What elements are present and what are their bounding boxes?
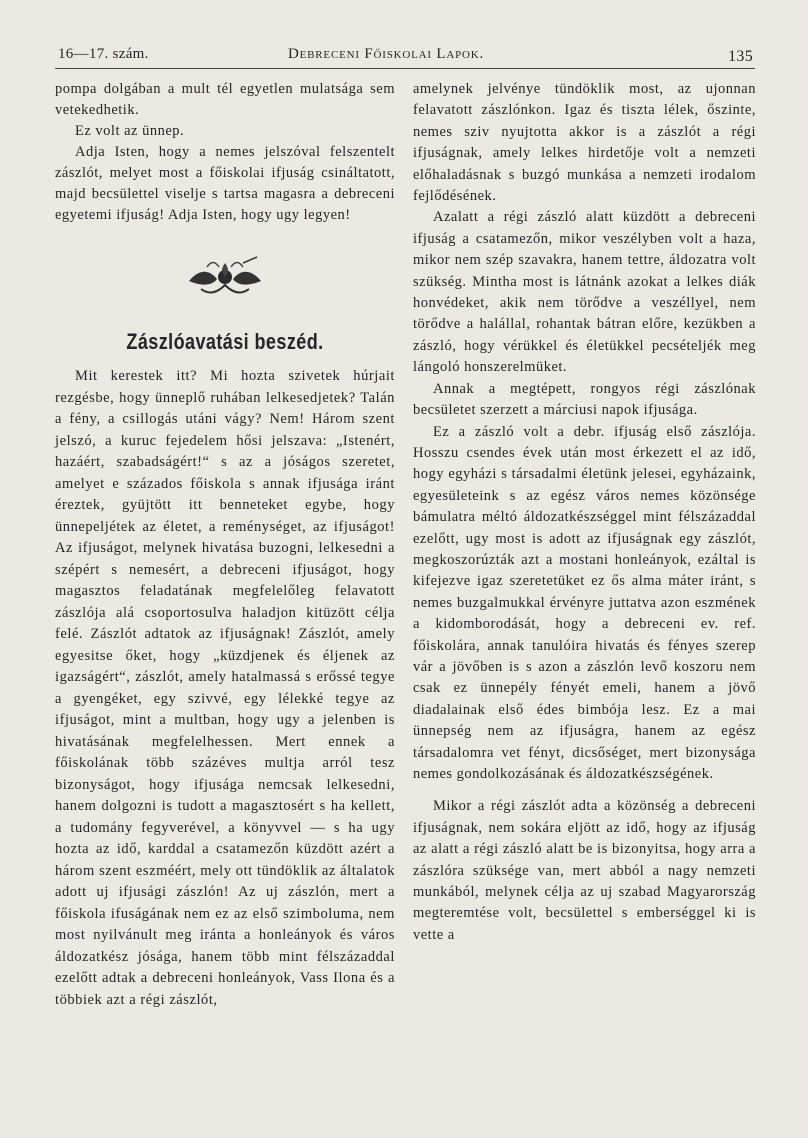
issue-number: 16—17. szám. [58, 46, 149, 62]
paragraph: Ez volt az ünnep. [75, 123, 185, 139]
page-number: 135 [728, 48, 753, 65]
paragraph: amelynek jelvénye tündöklik most, az ujonnan felavatott zászlónkon. Igaz és tiszta lélek, őszinte, nemes sziv nyujtotta akkor is a zászlót a régi ifjuságnak, amely lelkes hirdetője volt a nemzeti előhaladásnak s buzgó munkása a nemzeti irodalom fejlődésének. [413, 81, 756, 205]
left-column-speech [55, 366, 395, 1011]
paragraph: Mikor a régi zászlót adta a közönség a debreceni ifjuságnak, nem sokára eljött az idő, hogy az ifjuság az alatt a régi zászló alatt be is bizonyitsa, hogy arra a zászlóra szüksége van, mert abból a nagy nemzeti munkából, melynek célja az uj szabad Magyarország megteremtése volt, becsülettel s emberséggel ki is vette a [413, 798, 756, 943]
right-column [413, 79, 756, 946]
paragraph: Adja Isten, hogy a nemes jelszóval felszentelt zászlót, melyet most a főiskolai ifjuság csináltatott, majd becsülettel viselje s tartsa magasra a debreceni egyetemi ifjuság! Adja Isten, hogy ugy legyen! [55, 144, 395, 223]
paragraph: pompa dolgában a mult tél egyetlen mulatsága sem vetekedhetik. [55, 81, 395, 118]
journal-title: Debreceni Főiskolai Lapok. [288, 46, 485, 62]
header-rule [55, 68, 755, 69]
page-header [58, 46, 753, 70]
paragraph: Annak a megtépett, rongyos régi zászlónak becsületet szerzett a márciusi napok ifjusága. [413, 380, 756, 419]
floral-ornament-icon [185, 255, 265, 299]
paragraph: Ez a zászló volt a debr. ifjuság első zászlója. Hosszu csendes évek után most érkezett el az idő, hogy egyházi s társadalmi életünk jelesei, egyházaink, egyesületeink s az egész város nemes közönsége bámulatra méltó áldozatkészséggel mint félszázaddal ezelőtt, ugy most is adott az ifjuságnak egy zászlót, megkoszorúzták azt a mostani honleányok, ezáltal is kifejezve igaz szeretetüket ez ős alma máter iránt, s nemes buzgalmukkal érvényre juttatva azon eszmének a kidomborodását, hogy a debreceni ev. ref. főiskolára, annak tanulóira hivatás és fényes szerep vár a jövőben is s azon a zászlón levő koszoru nem csak ez ünnepély fényét emeli, hanem a jövő diadalainak első édes bimbója lesz. Ez a mai ünnepség nem az ifjuságra, hanem az egész társadalomra vet fényt, dicsőséget, mert bizonysága nemes gondolkozásának és áldozatkészségének. [413, 423, 756, 782]
paragraph: Mit kerestek itt? Mi hozta szivetek húrjait rezgésbe, hogy ünneplő ruhában lelkesedjetek? Talán a fény, a csillogás utáni vágy? Nem! Három szent jelszó, a kuruc fejedelem hősi jelszava: „Istenért, hazáért, szabadságért!“ s az a jóságos szeretet, amelyet e százados főiskola s annak ifjusága iránt éreztek, gyüjtött itt benneteket egybe, hogy ünnepeljétek az életet, a reménységet, az ifjuságot! Az ifjuságot, melynek hivatása buzogni, lelkesedni a szépért s nemesért, a debreceni ifjuságot, hogy magasztos feladatának megfelelőleg felavatott zászlója alá csoportosulva haladjon kitüzött célja felé. Zászlót adtatok az ifjuságnak! Zászlót, amely egyesitse őket, hogy „küzdjenek és éljenek az igazságért“, zászlót, amely hatalmassá s erőssé tegye a gyengéket, egy szivvé, egy lélekké tegye az ifjuságot, mint a multban, hogy ugy a jelenben is hivatásának megfelelhessen. Mert ennek a főiskolának több százéves multja arról tesz bizonyságot, hogy ifjusága nemcsak lelkesedni, hanem dolgozni is tudott a magasztosért s ha kellett, a tudomány fegyverével, a könyvvel — s ha ugy hozta az idő, karddal a csatamezőn küzdött azért a három szent eszméért, mely ott tündöklik az általatok adott uj ifjusági zászlón! Az uj zászlón, mert a főiskola ifuságának nem ez az első szimboluma, nem most nyilvánult meg iránta a honleányok és város áldozatkész jósága, hanem több mint félszázaddal ezelőtt adtak a debreceni honleányok, Vass Ilona és a többiek azt a régi zászlót, [55, 368, 395, 1008]
left-column-top [55, 79, 395, 226]
section-title: Zászlóavatási beszéd. [126, 329, 324, 354]
paragraph: Azalatt a régi zászló alatt küzdött a debreceni ifjuság a csatamezőn, mikor veszélyben volt a haza, mikor nem szép szavakra, hanem tettre, áldozatra volt szükség. Mintha most is látnánk azokat a lelkes diák honvédeket, akik nem törődve a veszéllyel, nem törődve a halállal, rohantak bátran előre, kezükben a zászló, hogy vérükkel és életükkel pecsételjék meg lángoló honszerelmüket. [413, 209, 756, 376]
